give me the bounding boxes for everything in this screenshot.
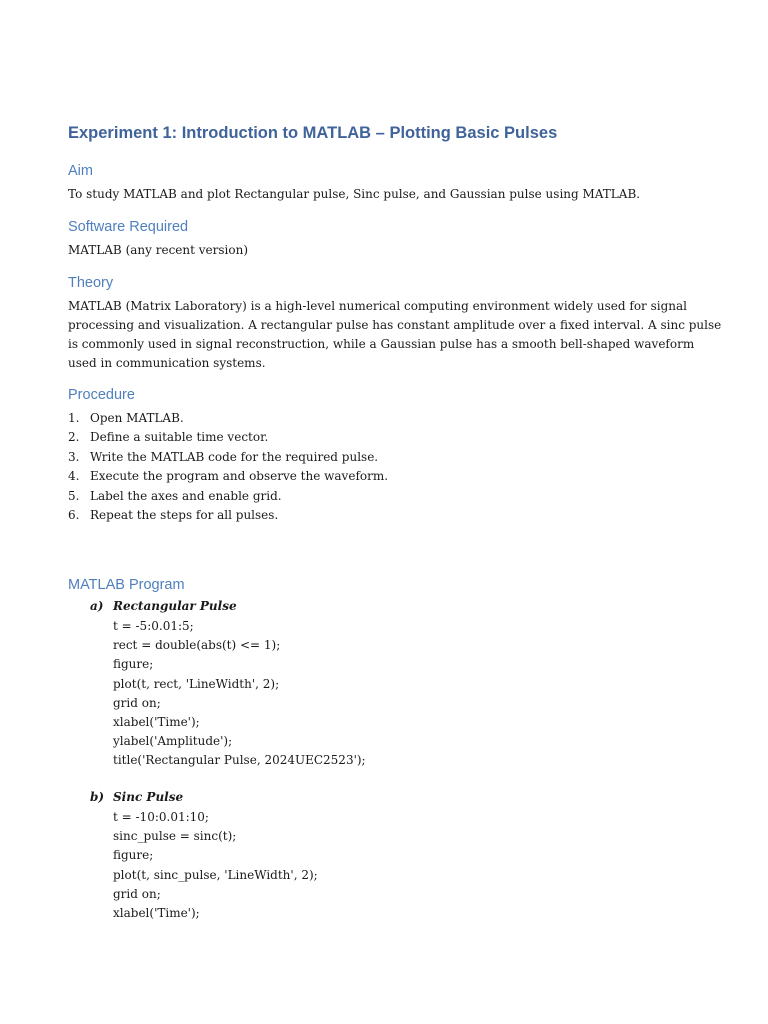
- list-item: [68, 409, 388, 428]
- code-block-sinc: [113, 808, 318, 923]
- list-item: [68, 487, 388, 506]
- list-item: [68, 506, 388, 525]
- code-line: xlabel('Time');: [113, 715, 200, 730]
- subsection-name: Rectangular Pulse: [113, 599, 237, 613]
- step-text: Label the axes and enable grid.: [90, 488, 282, 503]
- step-text: Write the MATLAB code for the required pulse.: [90, 449, 379, 464]
- subsection-label: b): [90, 790, 105, 804]
- code-line: figure;: [113, 848, 154, 863]
- theory-line: is commonly used in signal reconstruction, while a Gaussian pulse has a smooth bell-shaped waveform: [68, 337, 695, 351]
- code-line: grid on;: [113, 886, 161, 901]
- step-text: Repeat the steps for all pulses.: [90, 508, 279, 523]
- software-heading: Software Required: [68, 219, 189, 235]
- subsection-label: a): [90, 599, 104, 613]
- list-item: [68, 448, 388, 467]
- list-item: [68, 428, 388, 447]
- theory-line: processing and visualization. A rectangular pulse has constant amplitude over a fixed interval. A sinc pulse: [68, 318, 722, 332]
- theory-heading: Theory: [68, 275, 114, 291]
- code-line: xlabel('Time');: [113, 906, 200, 921]
- step-number: 2.: [68, 430, 80, 445]
- procedure-list: [68, 409, 388, 525]
- step-number: 3.: [68, 449, 80, 464]
- step-number: 5.: [68, 488, 80, 503]
- procedure-heading: Procedure: [68, 387, 135, 403]
- subsection-name: Sinc Pulse: [113, 790, 184, 804]
- list-item: [68, 467, 388, 486]
- step-number: 4.: [68, 469, 80, 484]
- program-heading: MATLAB Program: [68, 577, 185, 593]
- document-title: Experiment 1: Introduction to MATLAB – Plotting Basic Pulses: [68, 124, 558, 142]
- step-number: 6.: [68, 508, 80, 523]
- step-text: Execute the program and observe the waveform.: [90, 469, 389, 484]
- step-text: Define a suitable time vector.: [90, 430, 269, 445]
- code-line: plot(t, sinc_pulse, 'LineWidth', 2);: [113, 867, 318, 882]
- code-line: figure;: [113, 657, 154, 672]
- theory-line: used in communication systems.: [68, 356, 266, 370]
- software-text: MATLAB (any recent version): [68, 243, 248, 257]
- theory-line: MATLAB (Matrix Laboratory) is a high-level numerical computing environment widely used for signal: [68, 299, 687, 313]
- code-line: ylabel('Amplitude');: [113, 734, 233, 749]
- code-block-rectangular: [113, 617, 366, 771]
- code-line: sinc_pulse = sinc(t);: [113, 829, 237, 844]
- code-line: rect = double(abs(t) <= 1);: [113, 638, 281, 653]
- subsection-title-rectangular: [90, 599, 237, 613]
- code-line: title('Rectangular Pulse, 2024UEC2523');: [113, 753, 366, 768]
- theory-paragraph: [68, 297, 721, 373]
- code-line: grid on;: [113, 695, 161, 710]
- step-number: 1.: [68, 411, 80, 425]
- code-line: plot(t, rect, 'LineWidth', 2);: [113, 676, 280, 691]
- code-line: t = -5:0.01:5;: [113, 619, 194, 633]
- step-text: Open MATLAB.: [90, 411, 184, 425]
- aim-heading: Aim: [68, 163, 93, 179]
- subsection-title-sinc: [90, 790, 183, 804]
- code-line: t = -10:0.01:10;: [113, 810, 209, 824]
- aim-text: To study MATLAB and plot Rectangular pulse, Sinc pulse, and Gaussian pulse using MATLAB.: [68, 187, 641, 201]
